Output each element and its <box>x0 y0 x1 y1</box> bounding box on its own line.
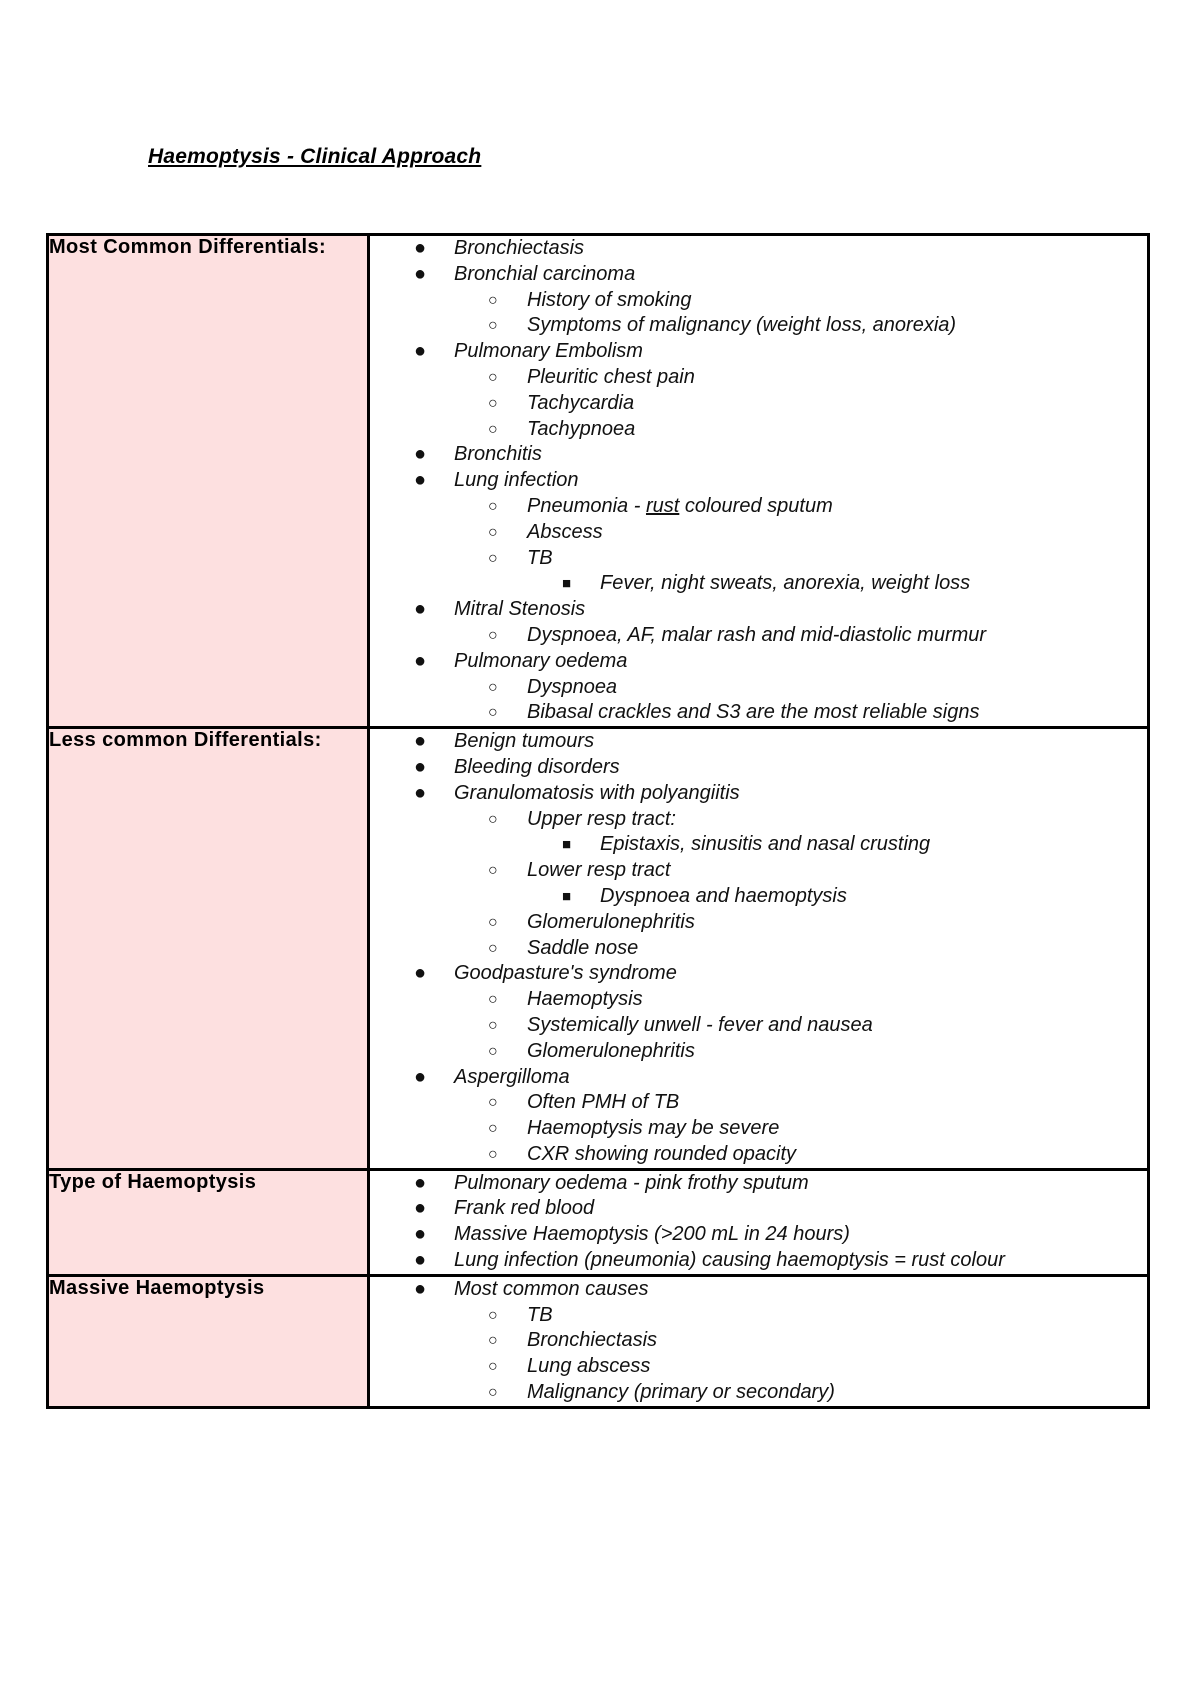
section-label: Massive Haemoptysis <box>48 1275 369 1407</box>
list-item-text: Aspergilloma <box>454 1065 570 1088</box>
list-item <box>370 1277 1147 1303</box>
list-item-text: Often PMH of TB <box>527 1091 680 1114</box>
bullet-disc-icon: ● <box>414 340 427 363</box>
list-item-text: Massive Haemoptysis (>200 mL in 24 hours) <box>454 1223 850 1246</box>
list-item <box>370 313 1147 339</box>
list-item <box>370 1039 1147 1065</box>
list-item-text: Granulomatosis with polyangiitis <box>454 781 740 804</box>
list-item-text: TB <box>527 1303 553 1326</box>
list-item-text: Upper resp tract: <box>527 807 676 830</box>
list-item <box>370 1222 1147 1248</box>
list-item-text: Systemically unwell - fever and nausea <box>527 1013 873 1036</box>
bullet-disc-icon: ● <box>414 262 427 285</box>
list-item <box>370 236 1147 262</box>
list-item-text: Lower resp tract <box>527 859 671 882</box>
list-item <box>370 468 1147 494</box>
bullet-circle-icon: ○ <box>488 1016 498 1034</box>
bullet-disc-icon: ● <box>414 443 427 466</box>
document-title: Haemoptysis - Clinical Approach <box>148 145 482 168</box>
list-item <box>370 781 1147 807</box>
list-item-text: Abscess <box>527 520 603 543</box>
list-item <box>370 936 1147 962</box>
list-item <box>370 1116 1147 1142</box>
list-item <box>370 1013 1147 1039</box>
bullet-disc-icon: ● <box>414 1065 427 1088</box>
bullet-disc-icon: ● <box>414 237 427 259</box>
table-row <box>48 728 1149 1170</box>
section-label: Most Common Differentials: <box>48 235 369 728</box>
bullet-circle-icon: ○ <box>488 291 498 309</box>
section-label: Type of Haemoptysis <box>48 1169 369 1275</box>
list-item <box>370 700 1147 726</box>
list-item-text: Bleeding disorders <box>454 755 620 778</box>
bullet-circle-icon: ○ <box>488 317 498 335</box>
bullet-circle-icon: ○ <box>488 1306 498 1324</box>
bullet-circle-icon: ○ <box>488 1042 498 1060</box>
list-item <box>370 339 1147 365</box>
bullet-circle-icon: ○ <box>488 394 498 412</box>
list-item <box>370 262 1147 288</box>
section-content <box>369 1169 1149 1275</box>
list-item-text: Pulmonary Embolism <box>454 340 643 363</box>
section-content <box>369 1275 1149 1407</box>
bullet-circle-icon: ○ <box>488 549 498 567</box>
list-item <box>370 494 1147 520</box>
list-item <box>370 442 1147 468</box>
list-item <box>370 649 1147 675</box>
bullet-circle-icon: ○ <box>488 810 498 828</box>
bullet-circle-icon: ○ <box>488 368 498 386</box>
list-item <box>370 1142 1147 1168</box>
list-item-text: CXR showing rounded opacity <box>527 1142 797 1165</box>
table-row <box>48 1169 1149 1275</box>
list-item-text: Haemoptysis <box>527 988 643 1011</box>
list-item <box>370 1380 1147 1406</box>
bullet-circle-icon: ○ <box>488 626 498 644</box>
bullet-circle-icon: ○ <box>488 1120 498 1138</box>
bullet-disc-icon: ● <box>414 1249 427 1272</box>
bullet-circle-icon: ○ <box>488 1332 498 1350</box>
list-item-text: Glomerulonephritis <box>527 910 695 933</box>
list-item-text: Tachypnoea <box>527 417 636 440</box>
list-item <box>370 884 1147 910</box>
bullet-disc-icon: ● <box>414 755 427 778</box>
underlined-text: rust <box>645 494 680 517</box>
list-item-text: Lung infection (pneumonia) causing haemoptysis = rust colour <box>454 1249 1005 1272</box>
list-item-text: Lung abscess <box>527 1355 651 1378</box>
list-item <box>370 910 1147 936</box>
list-item-text: Bronchitis <box>454 443 542 466</box>
list-item <box>370 520 1147 546</box>
bullet-square-icon: ■ <box>562 887 572 905</box>
bullet-circle-icon: ○ <box>488 497 498 515</box>
list-item-text: Bronchial carcinoma <box>454 262 636 285</box>
section-content <box>369 728 1149 1170</box>
list-item-text: Saddle nose <box>527 936 639 959</box>
bullet-disc-icon: ● <box>414 649 427 672</box>
list-item-text: Epistaxis, sinusitis and nasal crusting <box>600 833 931 856</box>
bullet-disc-icon: ● <box>414 730 427 753</box>
list-item <box>370 832 1147 858</box>
list-item <box>370 729 1147 755</box>
bullet-circle-icon: ○ <box>488 678 498 696</box>
list-item-text: Pulmonary oedema - pink frothy sputum <box>454 1171 809 1194</box>
bullet-circle-icon: ○ <box>488 704 498 722</box>
list-item-text: Fever, night sweats, anorexia, weight loss <box>600 572 971 595</box>
section-label: Less common Differentials: <box>48 728 369 1170</box>
list-item-text: Goodpasture's syndrome <box>454 962 677 985</box>
list-item <box>370 961 1147 987</box>
bullet-disc-icon: ● <box>414 598 427 621</box>
list-item-text: Symptoms of malignancy (weight loss, anorexia) <box>527 314 957 337</box>
list-item <box>370 1171 1147 1197</box>
list-item <box>370 1196 1147 1222</box>
bullet-circle-icon: ○ <box>488 1358 498 1376</box>
list-item-text: Bronchiectasis <box>527 1329 658 1352</box>
bullet-square-icon: ■ <box>562 575 572 593</box>
list-item <box>370 675 1147 701</box>
list-item <box>370 623 1147 649</box>
list-item <box>370 1065 1147 1091</box>
bullet-disc-icon: ● <box>414 1277 427 1300</box>
bullet-circle-icon: ○ <box>488 420 498 438</box>
bullet-circle-icon: ○ <box>488 991 498 1009</box>
list-item-text: Lung infection <box>454 469 579 492</box>
bullet-disc-icon: ● <box>414 1197 427 1220</box>
table-row <box>48 1275 1149 1407</box>
list-item-text: History of smoking <box>527 288 692 311</box>
list-item-text: Tachycardia <box>527 391 635 414</box>
list-item-text: Glomerulonephritis <box>527 1039 695 1062</box>
list-item <box>370 1090 1147 1116</box>
table-row <box>48 235 1149 728</box>
list-item-text: Pleuritic chest pain <box>527 365 695 388</box>
list-item <box>370 1354 1147 1380</box>
list-item <box>370 858 1147 884</box>
list-item <box>370 807 1147 833</box>
bullet-circle-icon: ○ <box>488 1384 498 1402</box>
list-item-text: Benign tumours <box>454 730 595 753</box>
list-item <box>370 417 1147 443</box>
bullet-circle-icon: ○ <box>488 523 498 541</box>
bullet-square-icon: ■ <box>562 836 572 854</box>
list-item-text: Haemoptysis may be severe <box>527 1117 780 1140</box>
list-item-text: Most common causes <box>454 1277 649 1300</box>
bullet-circle-icon: ○ <box>488 939 498 957</box>
list-item-text: Bronchiectasis <box>454 237 585 259</box>
bullet-circle-icon: ○ <box>488 1094 498 1112</box>
bullet-circle-icon: ○ <box>488 913 498 931</box>
list-item-text: Mitral Stenosis <box>454 598 586 621</box>
list-item <box>370 1248 1147 1274</box>
bullet-disc-icon: ● <box>414 469 427 492</box>
bullet-disc-icon: ● <box>414 781 427 804</box>
bullet-disc-icon: ● <box>414 962 427 985</box>
list-item-text-continued: coloured sputum <box>679 494 833 517</box>
bullet-circle-icon: ○ <box>488 1145 498 1163</box>
list-item <box>370 1303 1147 1329</box>
list-item-text: Frank red blood <box>454 1197 595 1220</box>
list-item <box>370 365 1147 391</box>
bullet-disc-icon: ● <box>414 1223 427 1246</box>
list-item-text: Pulmonary oedema <box>454 649 628 672</box>
bullet-circle-icon: ○ <box>488 862 498 880</box>
list-item <box>370 987 1147 1013</box>
list-item-text: Dyspnoea, AF, malar rash and mid-diastolic murmur <box>527 623 987 646</box>
list-item-text: TB <box>527 546 553 569</box>
list-item <box>370 391 1147 417</box>
list-item-text: Pneumonia - <box>527 494 646 517</box>
list-item <box>370 597 1147 623</box>
list-item-text: Dyspnoea and haemoptysis <box>600 884 847 907</box>
list-item <box>370 571 1147 597</box>
list-item <box>370 288 1147 314</box>
table-body <box>48 235 1149 1408</box>
list-item <box>370 755 1147 781</box>
section-content <box>369 235 1149 728</box>
list-item-text: Dyspnoea <box>527 675 618 698</box>
list-item-text: Malignancy (primary or secondary) <box>527 1381 835 1404</box>
list-item <box>370 1328 1147 1354</box>
bullet-disc-icon: ● <box>414 1171 427 1194</box>
list-item <box>370 546 1147 572</box>
differentials-table <box>46 233 1150 1409</box>
list-item-text: Bibasal crackles and S3 are the most reliable signs <box>527 701 980 724</box>
